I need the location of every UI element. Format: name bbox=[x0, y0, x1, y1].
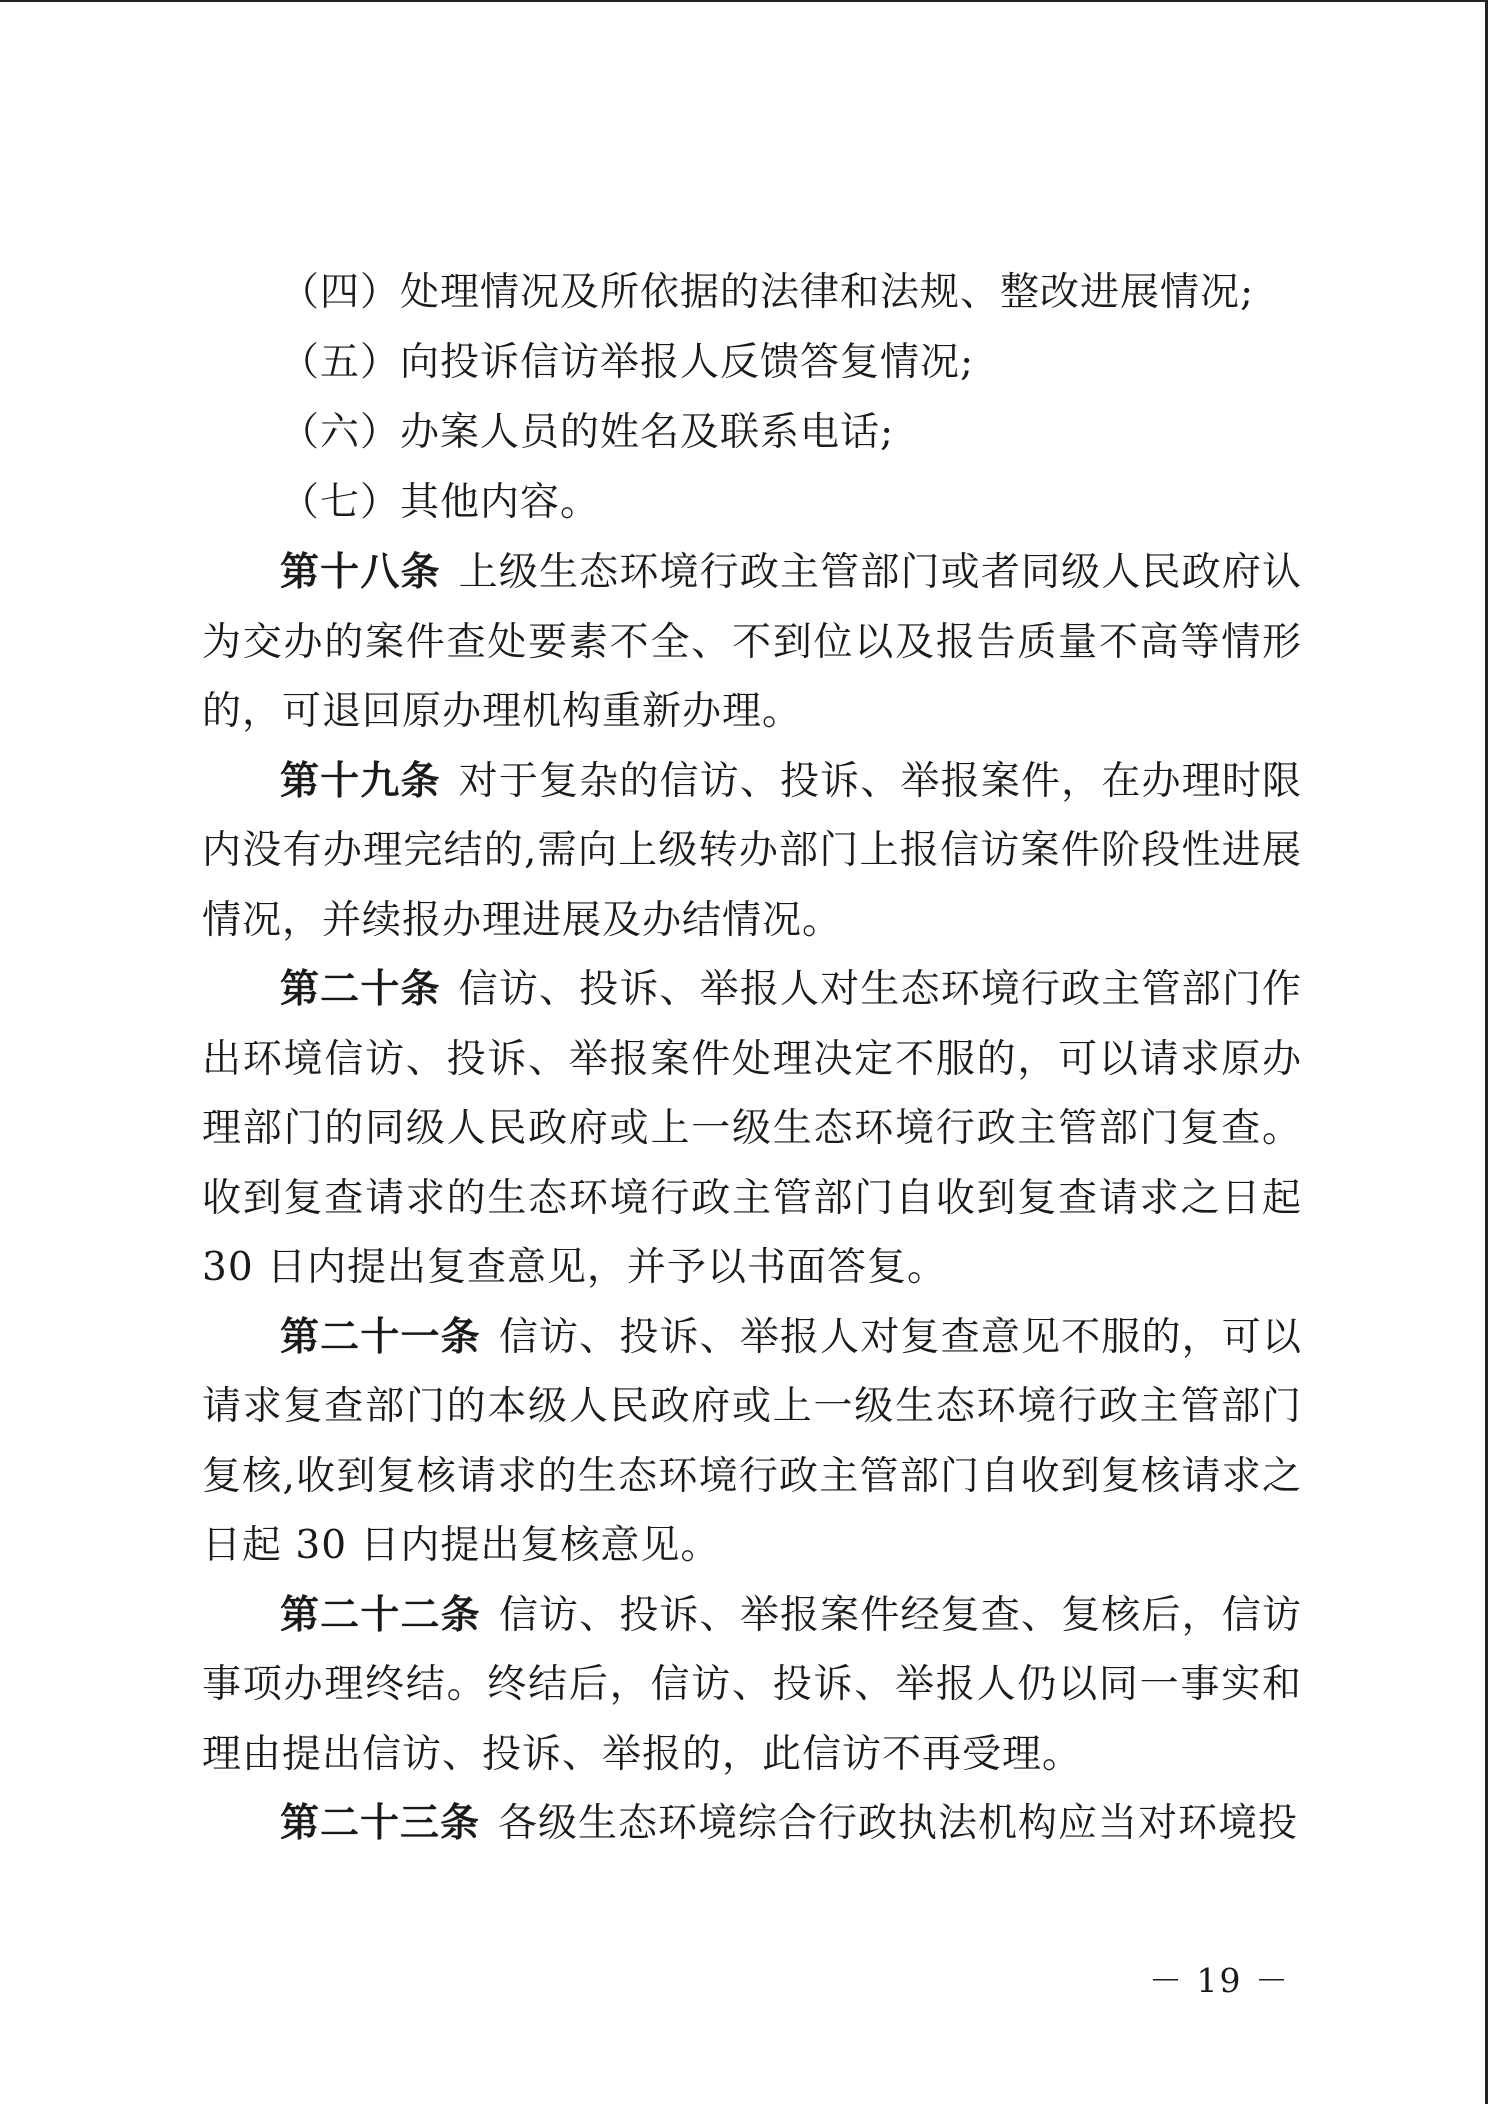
list-item-5: （五）向投诉信访举报人反馈答复情况; bbox=[280, 340, 975, 385]
article-18 bbox=[202, 538, 1302, 747]
article-body: 信访、投诉、举报案件经复查、复核后，信访事项办理终结。终结后，信访、投诉、举报人仍以同一事实和理由提出信访、投诉、举报的，此信访不再受理。 bbox=[202, 1592, 1302, 1777]
article-body: 信访、投诉、举报人对生态环境行政主管部门作出环境信访、投诉、举报案件处理决定不服的，可以请求原办理部门的同级人民政府或上一级生态环境行政主管部门复查。收到复查请求的生态环境行政主管部门自收到复查请求之日起 30 日内提出复查意见，并予以书面答复。 bbox=[202, 967, 1302, 1290]
article-title: 第二十三条 bbox=[280, 1801, 481, 1846]
article-22 bbox=[202, 1581, 1302, 1790]
article-title: 第十八条 bbox=[280, 550, 441, 595]
article-20 bbox=[202, 955, 1302, 1303]
list-item-7: （七）其他内容。 bbox=[280, 480, 601, 525]
article-21 bbox=[202, 1303, 1302, 1581]
article-body: 各级生态环境综合行政执法机构应当对环境投 bbox=[498, 1801, 1299, 1846]
article-title: 第二十一条 bbox=[280, 1314, 481, 1360]
article-body: 信访、投诉、举报人对复查意见不服的，可以请求复查部门的本级人民政府或上一级生态环境行政主管部门复核,收到复核请求的生态环境行政主管部门自收到复核请求之日起 30 日内提出复核意见。 bbox=[202, 1314, 1302, 1568]
page-number: － 19 － bbox=[1149, 1961, 1290, 2000]
list-item-4: （四）处理情况及所依据的法律和法规、整改进展情况; bbox=[280, 270, 1255, 315]
article-23 bbox=[202, 1789, 1302, 1859]
list-item-6: （六）办案人员的姓名及联系电话; bbox=[280, 410, 895, 455]
article-title: 第二十条 bbox=[280, 967, 441, 1012]
article-body: 上级生态环境行政主管部门或者同级人民政府认为交办的案件查处要素不全、不到位以及报告质量不高等情形的，可退回原办理机构重新办理。 bbox=[202, 550, 1302, 734]
article-body: 对于复杂的信访、投诉、举报案件，在办理时限内没有办理完结的,需向上级转办部门上报信访案件阶段性进展情况，并续报办理进展及办结情况。 bbox=[202, 758, 1302, 943]
article-19 bbox=[202, 747, 1302, 956]
article-title: 第二十二条 bbox=[280, 1592, 481, 1638]
article-title: 第十九条 bbox=[280, 758, 441, 804]
document-body bbox=[202, 258, 1302, 1859]
